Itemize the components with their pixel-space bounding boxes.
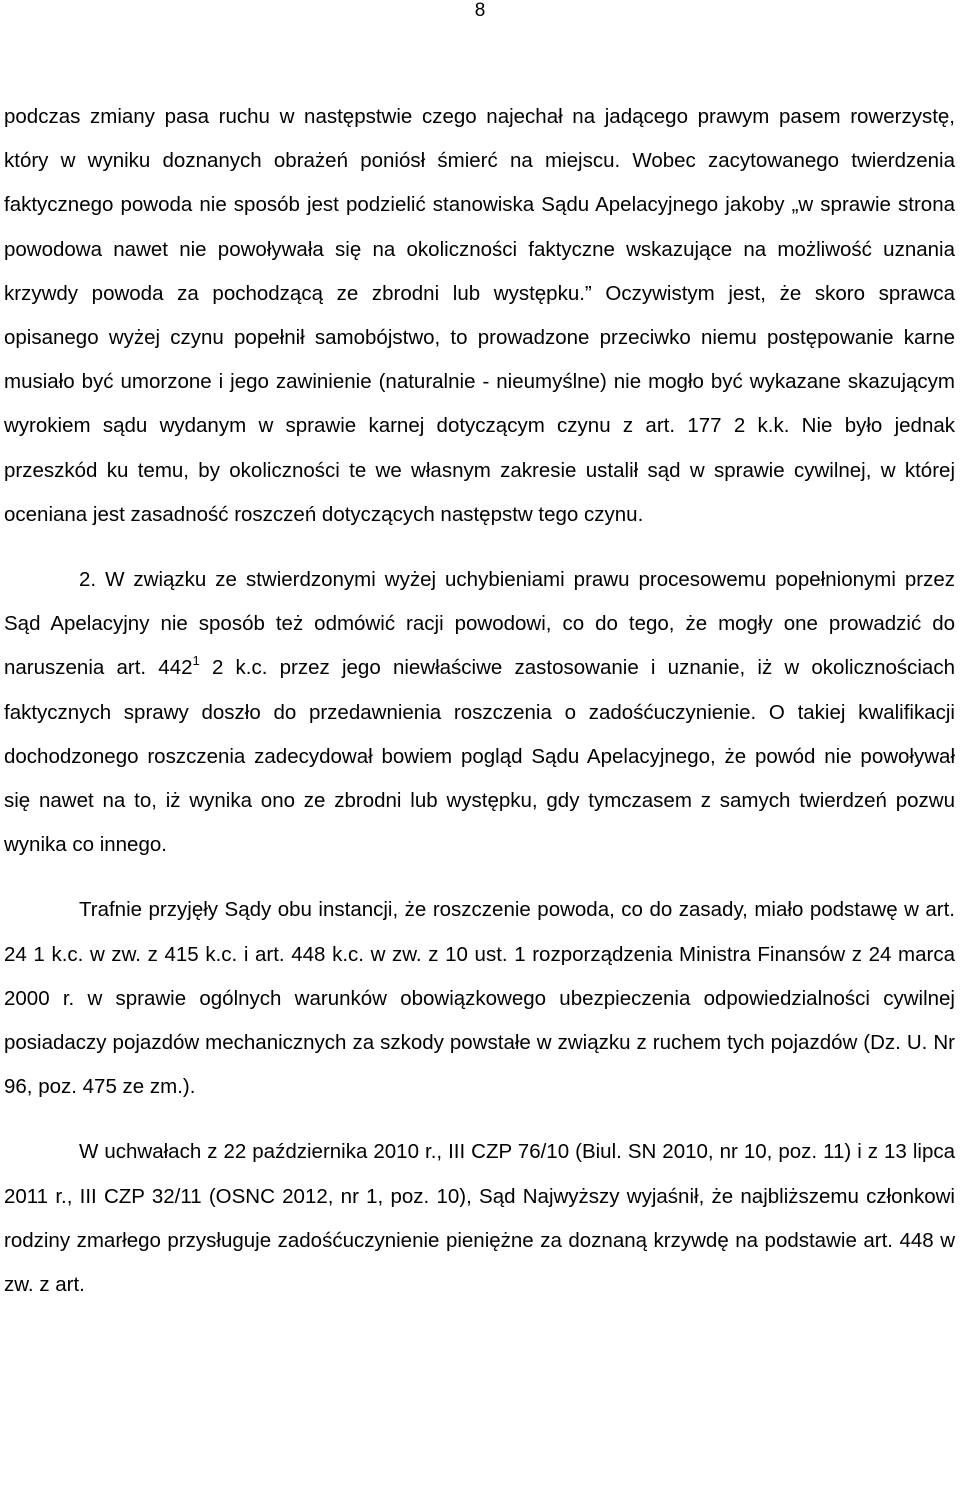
paragraph-continuation <box>4 95 955 537</box>
paragraph-text: 2 k.k. Nie było jednak przeszkód ku temu, by okoliczności te we własnym zakresie ustalił sąd w sprawie cywilnej, w której oceniana jest zasadność roszczeń dotyczących następstw tego czynu. <box>4 414 955 526</box>
paragraph-text: 2 k.c. przez jego niewłaściwe zastosowanie i uznanie, iż w okolicznościach faktycznych sprawy doszło do przedawnienia roszczenia o zadośćuczynienie. O takiej kwalifikacji dochodzonego roszczenia zadecydował bowiem pogląd Sądu Apelacyjnego, że powód nie powoływał się nawet na to, iż wynika ono ze zbrodni lub występku, gdy tymczasem z samych twierdzeń pozwu wynika co innego. <box>4 656 955 857</box>
paragraph-legal-basis <box>4 888 955 1109</box>
paragraph-text: W uchwałach z 22 października 2010 r., III CZP 76/10 (Biul. SN 2010, nr 10, poz. 11) i z 13 lipca 2011 r., III CZP 32/11 (OSNC 2012, nr 1, poz. 10), Sąd Najwyższy wyjaśnił, że najbliższemu członkowi rodziny zmarłego przysługuje zadośćuczynienie pieniężne za doznaną krzywdę na podstawie art. 448 w zw. z art. <box>4 1140 955 1297</box>
paragraph-text: podczas zmiany pasa ruchu w następstwie czego najechał na jadącego prawym pasem rowerzystę, który w wyniku doznanych obrażeń poniósł śmierć na miejscu. Wobec zacytowanego twierdzenia faktycznego powoda nie sposób jest podzielić stanowiska Sądu Apelacyjnego jakoby „w sprawie strona powodowa nawet nie powoływała się na okoliczności faktyczne wskazujące na możliwość uznania krzywdy powoda za pochodzącą ze zbrodni lub występku.” Oczywistym jest, że skoro sprawca opisanego wyżej czynu popełnił samobójstwo, to prowadzone przeciwko niemu postępowanie karne musiało być umorzone i jego zawinienie (naturalnie - nieumyślne) nie mogło być wykazane skazującym wyrokiem sądu wydanym w sprawie karnej dotyczącym czynu z art. 177 <box>4 105 955 438</box>
paragraph-section-2 <box>4 558 955 867</box>
paragraph-text: 2. W związku ze stwierdzonymi wyżej uchybieniami prawu procesowemu popełnionymi przez Sąd Apelacyjny nie sposób też odmówić racji powodowi, co do tego, że mogły one prowadzić do naruszenia art. 442 <box>4 568 955 680</box>
page-number: 8 <box>474 0 486 21</box>
paragraph-text: Trafnie przyjęły Sądy obu instancji, że roszczenie powoda, co do zasady, miało podstawę w art. 24 1 k.c. w zw. z 415 k.c. i art. 448 k.c. w zw. z 10 ust. 1 rozporządzenia Ministra Finansów z 24 marca 2000 r. w sprawie ogólnych warunków obowiązkowego ubezpieczenia odpowiedzialności cywilnej posiadaczy pojazdów mechanicznych za szkody powstałe w związku z ruchem tych pojazdów (Dz. U. Nr 96, poz. 475 ze zm.). <box>4 898 955 1099</box>
paragraph-resolutions <box>4 1130 955 1307</box>
superscript-marker: 1 <box>192 653 200 669</box>
document-body <box>4 95 955 1307</box>
